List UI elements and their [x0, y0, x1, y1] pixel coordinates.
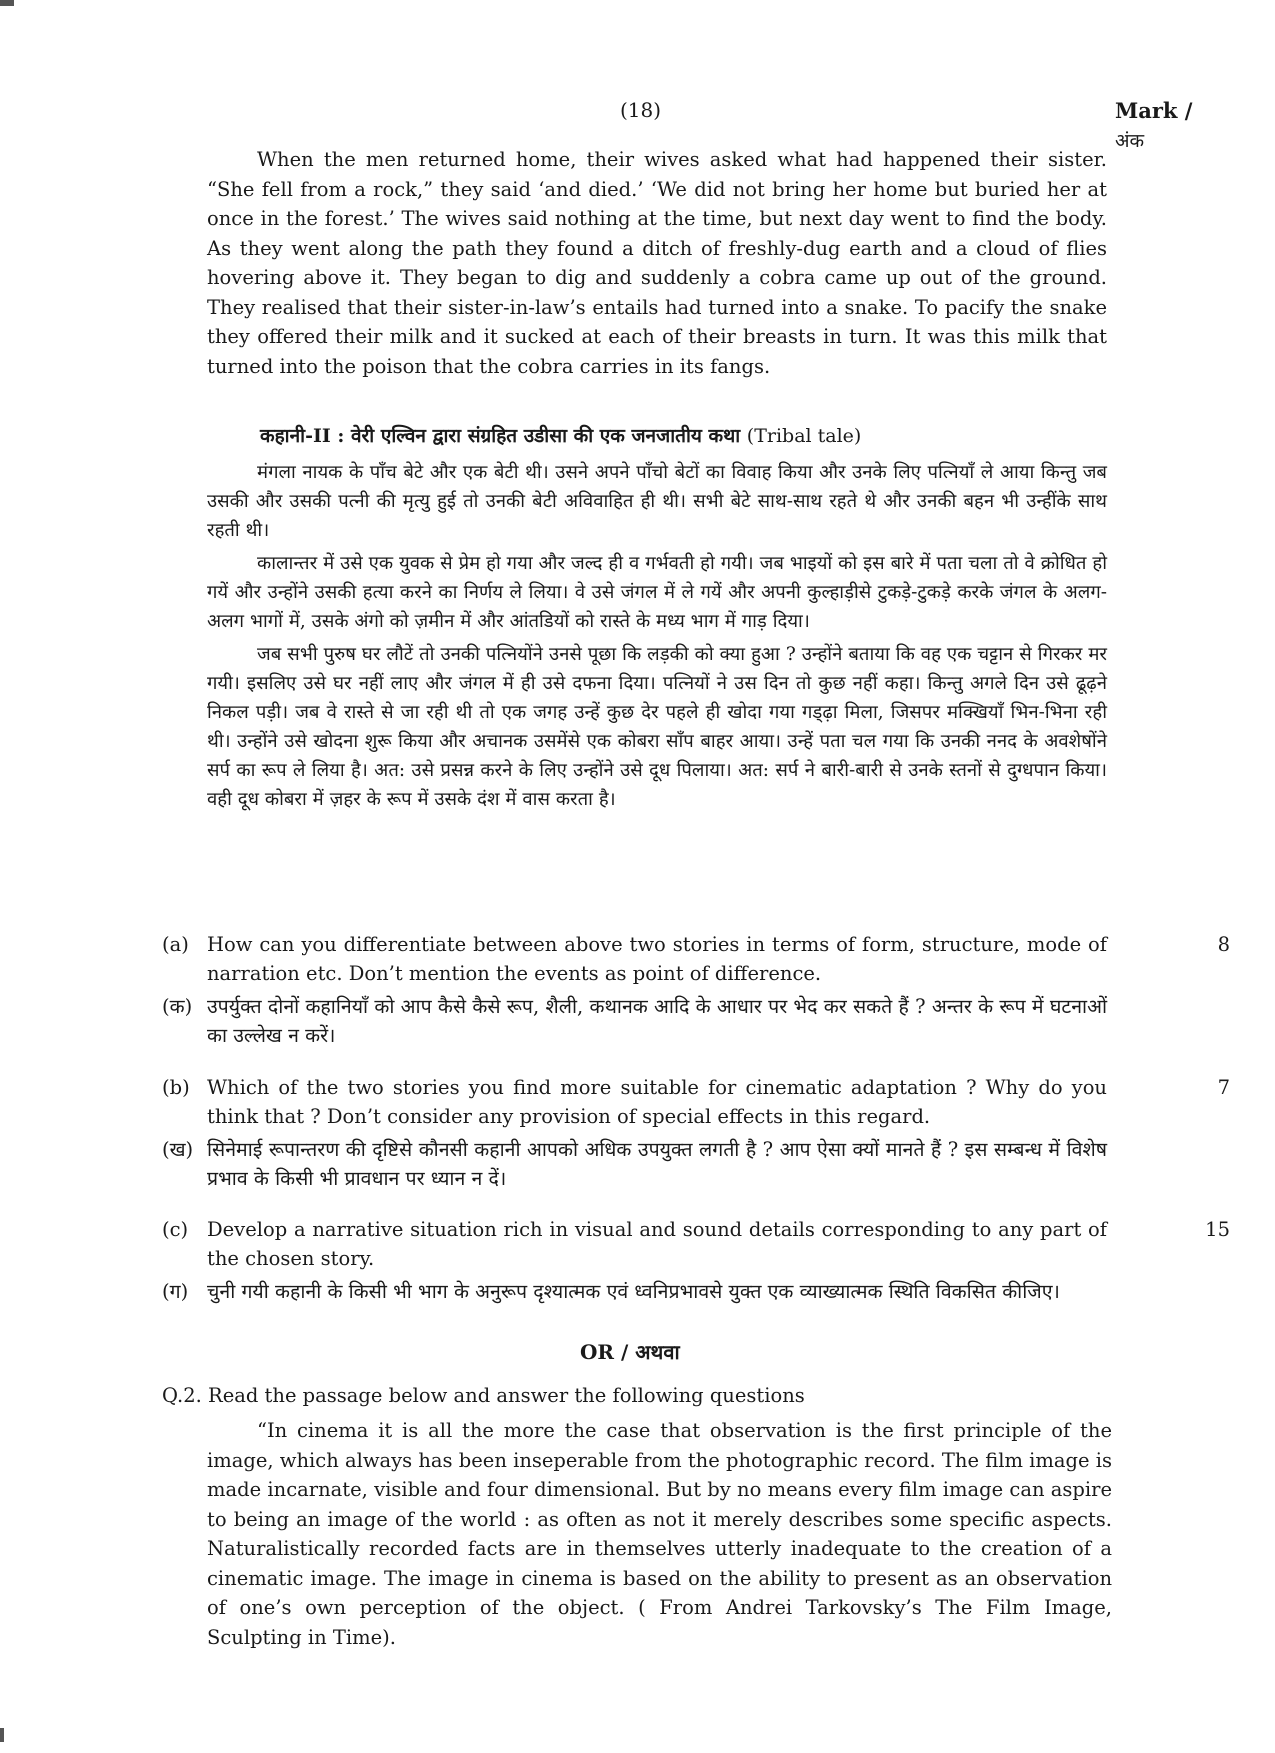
- question-ka: [162, 992, 1107, 1050]
- question-text: उपर्युक्त दोनों कहानियाँ को आप कैसे कैसे रूप, शैली, कथानक आदि के आधार पर भेद कर सकते हैं ? अन्तर के रूप में घटनाओं का उल्लेख न करें।: [207, 995, 1107, 1047]
- question-b: [162, 1073, 1230, 1131]
- story2-paragraph-1: मंगला नायक के पाँच बेटे और एक बेटी थी। उसने अपने पाँचो बेटों का विवाह किया और उनके लिए पत्नियाँ ले आया किन्तु जब उसकी और उसकी पत्नी की मृत्यु हुई तो उनकी बेटी अविवाहित ही थी। सभी बेटे साथ-साथ रहते थे और उनकी बहन भी उन्हींके साथ रहती थी।: [207, 462, 1107, 541]
- story1-english: [207, 145, 1107, 381]
- story2-paragraph-2: कालान्तर में उसे एक युवक से प्रेम हो गया और जल्द ही व गर्भवती हो गयी। जब भाइयों को इस बारे में पता चला तो वे क्रोधित हो गयें और उन्होंने उसकी हत्या करने का निर्णय ले लिया। वे उसे जंगल में ले गयें और अपनी कुल्हाड़ीसे टुकड़े-टुकड़े करके जंगल के अलग-अलग भागों में, उसके अंगो को ज़मीन में और आंतडियों को रास्ते के मध्य भाग में गाड़ दिया।: [207, 553, 1107, 632]
- story2-paragraph-3: जब सभी पुरुष घर लौटें तो उनकी पत्नियोंने उनसे पूछा कि लड़की को क्या हुआ ? उन्होंने बताया कि वह एक चट्टान से गिरकर मर गयी। इसलिए उसे घर नहीं लाए और जंगल में ही उसे दफना दिया। पत्नियों ने उस दिन तो कुछ नहीं कहा। किन्तु अगले दिन उसे ढूढ़ने निकल पड़ी। जब वे रास्ते से जा रही थी तो एक जगह उन्हें कुछ देर पहले ही खोदा गया गड्ढ़ा मिला, जिसपर मक्खियाँ भिन-भिना रही थी। उन्होंने उसे खोदना शुरू किया और अचानक उसमेंसे एक कोबरा साँप बाहर आया। उन्हें पता चल गया कि उनकी ननद के अवशेषोंने सर्प का रूप ले लिया है। अत: उसे प्रसन्न करने के लिए उन्होंने उसे दूध पिलाया। अत: सर्प ने बारी-बारी से उनके स्तनों से दुग्धपान किया। वही दूध कोबरा में ज़हर के रूप में उसके दंश में वास करता है।: [207, 644, 1107, 810]
- scan-mark-bottom: [0, 1728, 4, 1742]
- question-marks: 8: [1217, 933, 1230, 956]
- mark-column-header: [1115, 98, 1192, 153]
- question-label: (ग): [162, 1280, 189, 1303]
- passage-text: “In cinema it is all the more the case that observation is the first principle of the image, which always has been inseperable from the photographic record. The film image is made incarnate, visible and four dimensional. But by no means every film image can aspire to being an image of the world : as often as not it merely describes some specific aspects. Naturalistically recorded facts are in themselves utterly inadequate to the creation of a cinematic image. The image in cinema is based on the ability to present as an observation of one’s own perception of the object. ( From Andrei Tarkovsky’s The Film Image, Sculpting in Time).: [207, 1419, 1112, 1649]
- question-label: (क): [162, 995, 193, 1018]
- question-kha: [162, 1135, 1107, 1193]
- question-label: (a): [162, 933, 189, 956]
- question-c: [162, 1215, 1230, 1273]
- story2-hindi: [207, 458, 1107, 818]
- question-text: How can you differentiate between above two stories in terms of form, structure, mode of narration etc. Don’t mention the events as point of difference.: [207, 933, 1107, 985]
- question-ga: [162, 1277, 1107, 1306]
- or-separator: OR / अथवा: [580, 1340, 680, 1364]
- question-label: (c): [162, 1218, 189, 1241]
- question-2-intro: Q.2. Read the passage below and answer the following questions: [162, 1384, 805, 1407]
- story2-heading-text: कहानी-II : वेरी एल्विन द्वारा संग्रहित उडीसा की एक जनजातीय कथा: [260, 425, 741, 447]
- question-label: (b): [162, 1076, 190, 1099]
- question-marks: 7: [1217, 1076, 1230, 1099]
- question-marks: 15: [1205, 1218, 1230, 1241]
- question-text: सिनेमाई रूपान्तरण की दृष्टिसे कौनसी कहानी आपको अधिक उपयुक्त लगती है ? आप ऐसा क्यों मानते हैं ? इस सम्बन्ध में विशेष प्रभाव के किसी भी प्रावधान पर ध्यान न दें।: [207, 1138, 1107, 1190]
- scan-mark-top: [0, 0, 14, 6]
- question-text: चुनी गयी कहानी के किसी भी भाग के अनुरूप दृश्यात्मक एवं ध्वनिप्रभावसे युक्त एक व्याख्यात्मक स्थिति विकसित कीजिए।: [207, 1280, 1060, 1303]
- question-2-passage: [207, 1416, 1112, 1652]
- question-label: (ख): [162, 1138, 194, 1161]
- mark-label: Mark /: [1115, 98, 1193, 123]
- page-number: (18): [620, 98, 662, 122]
- story2-heading-tag: (Tribal tale): [746, 425, 862, 447]
- question-text: Which of the two stories you find more suitable for cinematic adaptation ? Why do you think that ? Don’t consider any provision of special effects in this regard.: [207, 1076, 1107, 1128]
- mark-label-hindi: अंक: [1115, 130, 1145, 152]
- story2-heading: [260, 422, 861, 448]
- story1-paragraph: When the men returned home, their wives asked what had happened their sister. “She fell from a rock,” they said ‘and died.’ ‘We did not bring her home but buried her at once in the forest.’ The wives said nothing at the time, but next day went to find the body. As they went along the path they found a ditch of freshly-dug earth and a cloud of flies hovering above it. They began to dig and suddenly a cobra came up out of the ground. They realised that their sister-in-law’s entails had turned into a snake. To pacify the snake they offered their milk and it sucked at each of their breasts in turn. It was this milk that turned into the poison that the cobra carries in its fangs.: [207, 148, 1107, 378]
- question-a: [162, 930, 1230, 988]
- question-text: Develop a narrative situation rich in visual and sound details corresponding to any part of the chosen story.: [207, 1218, 1107, 1270]
